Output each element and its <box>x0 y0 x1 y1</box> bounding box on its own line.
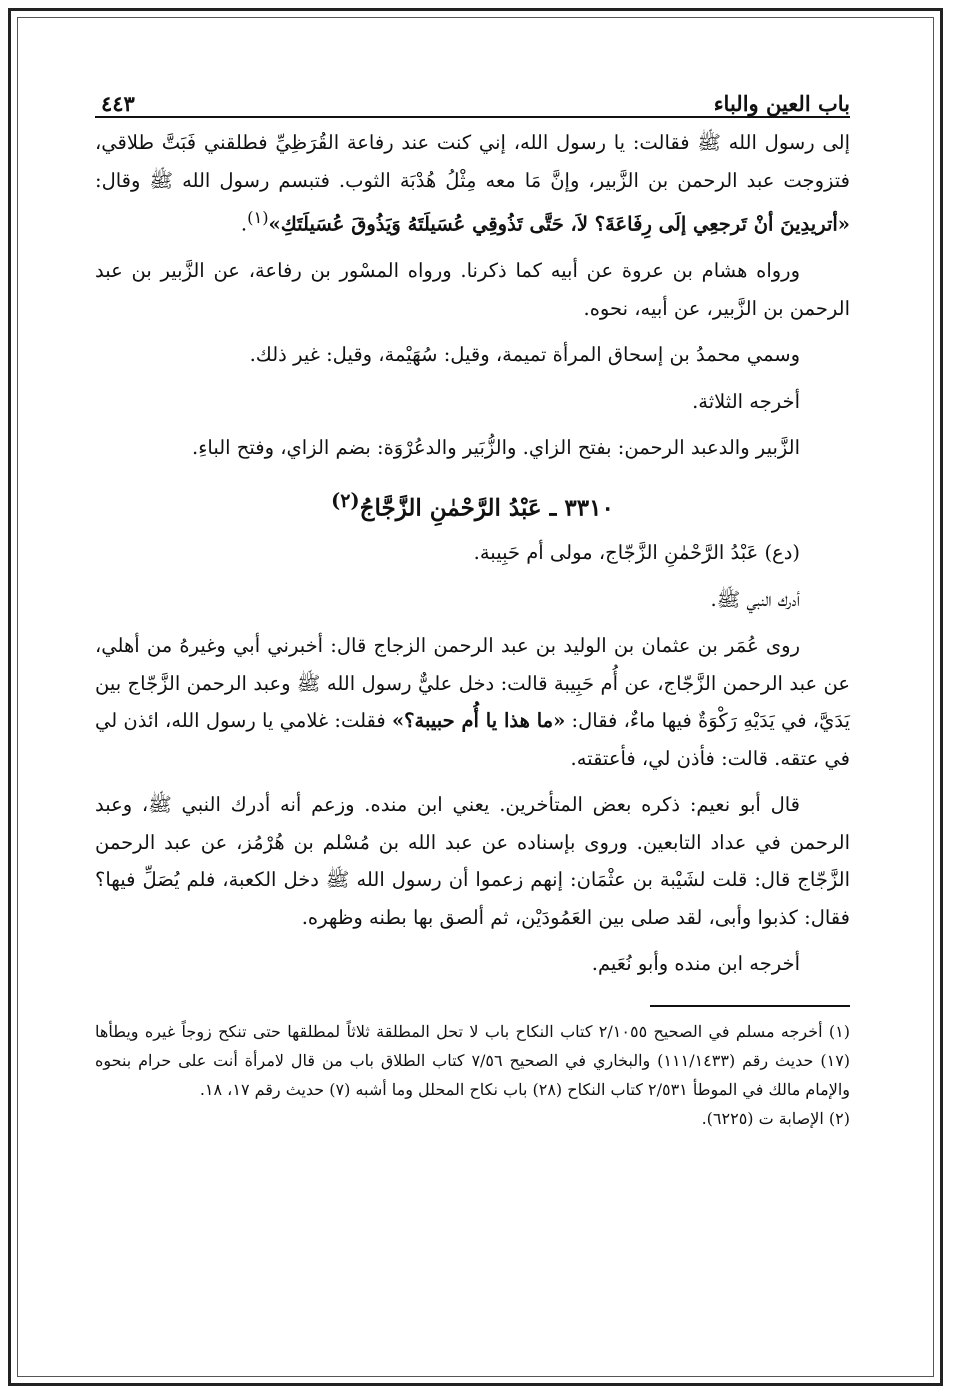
entry-heading-text: ٣٣١٠ ـ عَبْدُ الرَّحْمٰنِ الزَّجَّاجُ <box>359 494 614 522</box>
paragraph-2: ورواه هشام بن عروة عن أبيه كما ذكرنا. ورواه المسْور بن رفاعة، عن الزَّبير بن عبد الرحمن بن الزَّبير، عن أبيه، نحوه. <box>95 259 850 320</box>
entry-paragraph-1: (دع) عَبْدُ الرَّحْمٰنِ الزَّجّاج، مولى أم حَبِيبة. <box>473 541 800 565</box>
footnote-2: (٢) الإصابة ت (٦٢٢٥). <box>701 1108 850 1128</box>
paragraph-5: الزَّبير والدعبد الرحمن: بفتح الزاي. والزُّبَير والدعُرْوَة: بضم الزاي، وفتح الباءِ. <box>192 436 800 459</box>
page-number: ٤٤٣ <box>101 91 135 116</box>
main-text <box>95 124 850 983</box>
entry-paragraph-5: أخرجه ابن منده وأبو نُعَيم. <box>591 952 800 976</box>
chapter-title: باب العين والباء <box>713 91 850 116</box>
entry-heading <box>95 481 850 529</box>
paragraph-4: أخرجه الثلاثة. <box>692 389 800 413</box>
entry-paragraph-3 <box>95 627 850 777</box>
paragraph-3: وسمي محمدُ بن إسحاق المرأة تميمة، وقيل: سُهَيْمة، وقيل: غير ذلك. <box>249 343 800 366</box>
book-page <box>95 70 850 1340</box>
entry-paragraph-3-a: روى عُمَر بن عثمان بن الوليد بن عبد الرحمن الزجاج قال: أخبرني أبي وغيرهُ من أهلي، عن عبد الرحمن الزَّجّاج، عن أُم حَبِيبة قالت: دخل عليٌّ رسول الله ﷺ وعبد الرحمن الزَّجّاج بين يَدَيَّ، في يَدَيْهِ رَكْوَةٌ فيها ماءٌ، فقال: <box>95 634 851 733</box>
paragraph-1-text: إلى رسول الله ﷺ فقالت: يا رسول الله، إني كنت عند رفاعة القُرَظِيِّ فطلقني فَبَتَّ طلاقي، فتزوجت عبد الرحمن بن الزَّبير، وإنَّ مَا معه مِثْلُ هُدْبَة الثوب. فتبسم رسول الله ﷺ وقال: <box>95 131 850 192</box>
footnote-ref-1: (١) <box>247 208 269 227</box>
hadith-quote: «أتريدِينَ أنْ تَرجعِي إلَى رِفَاعَةَ؟ لاَ، حَتَّى تَذُوقِي عُسَيلَتَهُ وَيَذُوقَ عُسَيلَتَكِ» <box>268 212 850 236</box>
hadith-quote-2: «ما هذا يا أُم حبيبة؟» <box>391 709 566 733</box>
footnote-ref-2: (٢) <box>331 488 360 512</box>
entry-paragraph-2: أدرك النبي ﷺ. <box>710 587 800 611</box>
footnote-separator <box>650 1005 850 1007</box>
paragraph-1 <box>95 124 850 243</box>
entry-paragraph-4: قال أبو نعيم: ذكره بعض المتأخرين. يعني ابن منده. وزعم أنه أدرك النبي ﷺ، وعبد الرحمن في عداد التابعين. وروى بإسناده عن عبد الله بن مُسْلم بن هُرْمُز، عن عبد الرحمن الزَّجّاج قال: قلت لشَيْبة بن عثْمَان: إنهم زعموا أن رسول الله ﷺ دخل الكعبة، فلم يُصَلِّ فيها؟ فقال: كذبوا وأبى، لقد صلى بين العَمُودَيْن، ثم ألصق بها بطنه وظهره. <box>95 793 850 929</box>
entry-paragraph-3-b: فقلت: غلامي يا رسول الله، ائذن لي في عتقه. قالت: فأذن لي، فأعتقته. <box>95 709 850 770</box>
running-header <box>95 70 850 118</box>
footnotes <box>95 1017 850 1133</box>
paragraph-1-end: . <box>240 212 248 236</box>
footnote-1: (١) أخرجه مسلم في الصحيح ٢/١٠٥٥ كتاب النكاح باب لا تحل المطلقة ثلاثاً لمطلقها حتى تنكح زوجاً غيره ويطأها (١٧) حديث رقم (١١١/١٤٣٣) والبخاري في الصحيح ٧/٥٦ كتاب الطلاق باب من قال لامرأة أنت على حرام بنحوه والإمام مالك في الموطأ ٢/٥٣١ كتاب النكاح (٢٨) باب نكاح المحلل وما أشبه (٧) حديث رقم ١٧، ١٨. <box>95 1021 851 1099</box>
